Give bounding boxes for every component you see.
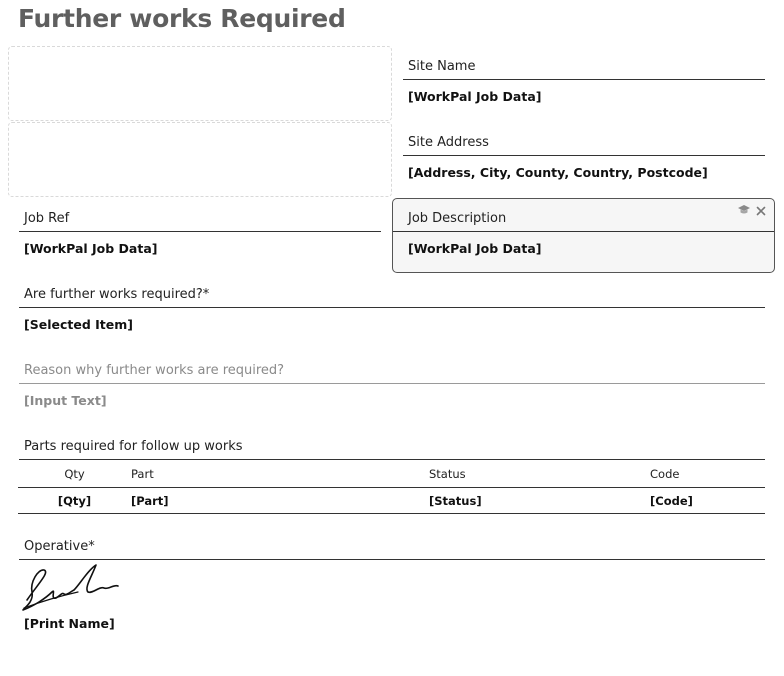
site-name-value: [WorkPal Job Data] bbox=[408, 89, 542, 104]
operative-print-name bbox=[19, 606, 319, 631]
site-address-label: Site Address bbox=[403, 135, 765, 156]
further-works-label: Are further works required?* bbox=[19, 287, 765, 308]
close-icon[interactable] bbox=[756, 203, 766, 221]
column-header-part: Part bbox=[131, 460, 429, 488]
job-ref-field[interactable] bbox=[19, 211, 381, 256]
operative-label: Operative* bbox=[19, 539, 765, 560]
column-header-qty: Qty bbox=[18, 460, 131, 488]
card-action-icons bbox=[737, 203, 766, 221]
cell-part: [Part] bbox=[131, 488, 429, 514]
job-description-label: Job Description bbox=[393, 211, 774, 232]
further-works-field[interactable] bbox=[19, 287, 765, 332]
parts-label: Parts required for follow up works bbox=[19, 439, 765, 460]
reason-value: [Input Text] bbox=[24, 393, 107, 408]
empty-placeholder-box-2[interactable] bbox=[8, 122, 392, 197]
table-row[interactable] bbox=[18, 488, 765, 514]
parts-field[interactable] bbox=[19, 439, 765, 460]
job-ref-label: Job Ref bbox=[19, 211, 381, 232]
column-header-code: Code bbox=[650, 460, 765, 488]
reason-field[interactable] bbox=[19, 363, 765, 408]
cell-status: [Status] bbox=[429, 488, 650, 514]
empty-placeholder-box-1[interactable] bbox=[8, 46, 392, 121]
page-title: Further works Required bbox=[18, 4, 346, 33]
job-description-field[interactable] bbox=[393, 211, 774, 256]
column-header-status: Status bbox=[429, 460, 650, 488]
site-name-label: Site Name bbox=[403, 59, 765, 80]
job-ref-value: [WorkPal Job Data] bbox=[24, 241, 158, 256]
operative-name-value: [Print Name] bbox=[24, 616, 115, 631]
job-description-value: [WorkPal Job Data] bbox=[408, 241, 542, 256]
cell-code: [Code] bbox=[650, 488, 765, 514]
site-name-field[interactable] bbox=[403, 59, 765, 104]
graduation-cap-icon[interactable] bbox=[737, 203, 751, 221]
job-description-card[interactable] bbox=[392, 198, 775, 273]
cell-qty: [Qty] bbox=[18, 488, 131, 514]
parts-table bbox=[18, 460, 765, 514]
reason-label: Reason why further works are required? bbox=[19, 363, 765, 384]
operative-field[interactable] bbox=[19, 539, 765, 560]
site-address-value: [Address, City, County, Country, Postcode] bbox=[408, 165, 708, 180]
parts-table-header-row bbox=[18, 460, 765, 488]
site-address-field[interactable] bbox=[403, 135, 765, 180]
further-works-value: [Selected Item] bbox=[24, 317, 133, 332]
